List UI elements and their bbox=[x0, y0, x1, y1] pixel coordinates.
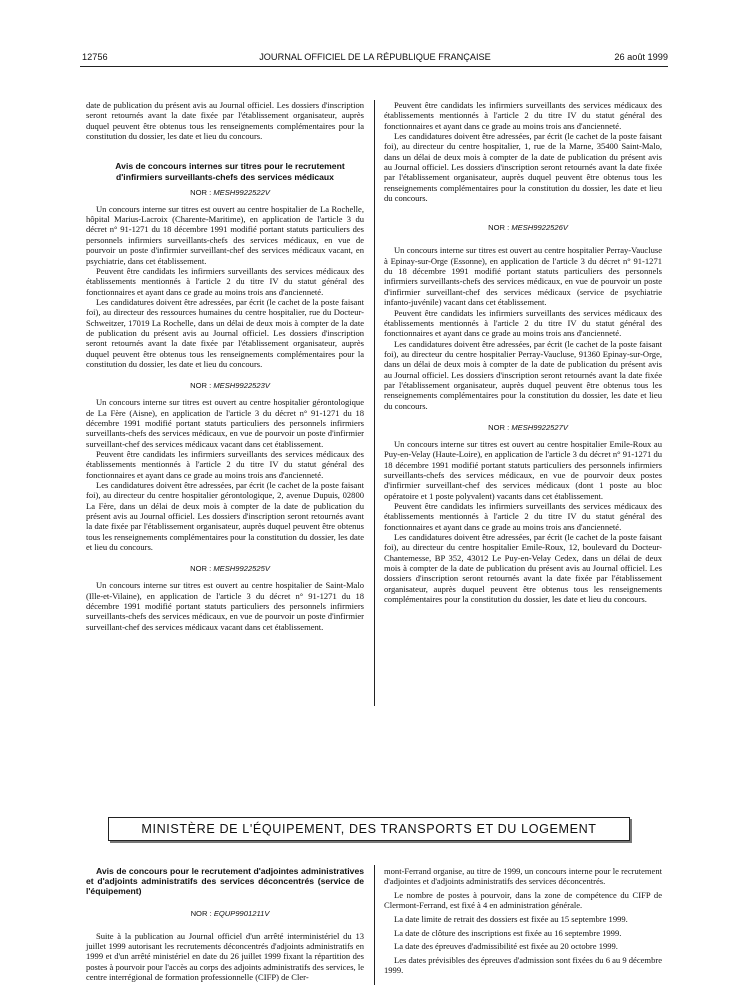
page-header bbox=[82, 52, 668, 66]
paragraph: Peuvent être candidats les infirmiers surveillants des services médicaux des établissements mentionnés à l'article 2 du titre IV du statut général des fonctionnaires et ayant dans ce grade au moins trois ans d'ancienneté. bbox=[384, 501, 662, 532]
bottom-left-column bbox=[86, 866, 364, 982]
paragraph: Peuvent être candidats les infirmiers surveillants des services médicaux des établissements mentionnés à l'article 2 du titre IV du statut général des fonctionnaires et ayant dans ce grade au moins trois ans d'ancienneté. bbox=[86, 449, 364, 480]
paragraph: Un concours interne sur titres est ouvert au centre hospitalier Perray-Vaucluse à Epinay-sur-Orge (Essonne), en application de l'article 3 du décret n° 91-1271 du 18 décembre 1991 modifié portant statuts particuliers des personnels infirmiers surveillants-chefs des services médicaux, en vue de pourvoir un poste d'infirmier surveillant-chef des services médicaux (service de psychiatrie infanto-juvénile) vacant dans cet établissement. bbox=[384, 245, 662, 308]
left-column bbox=[86, 100, 364, 632]
paragraph: Peuvent être candidats les infirmiers surveillants des services médicaux des établissements mentionnés à l'article 2 du titre IV du statut général des fonctionnaires et ayant dans ce grade au moins trois ans d'ancienneté. bbox=[384, 307, 662, 339]
nor-reference: NOR : EQUP9901211V bbox=[190, 908, 270, 918]
paragraph: Les candidatures doivent être adressées, par écrit (le cachet de la poste faisant foi), au directeur des ressources humaines du centre hospitalier, rue du Docteur-Schweitzer, 17019 La Rochelle, dans un délai de deux mois à compter de la date de publication du présent avis au Journal officiel. Les dossiers d'inscription seront retournés avant la date fixée par l'établissement organisateur, auprès duquel peuvent être obtenus tous les renseignements complémentaires pour la constitution du dossier, les date et lieu du concours. bbox=[86, 296, 364, 369]
column-divider bbox=[374, 865, 375, 985]
paragraph: Les candidatures doivent être adressées, par écrit (le cachet de la poste faisant foi), au directeur du centre hospitalier, 1, rue de la Marne, 35400 Saint-Malo, dans un délai de deux mois à compter de la date de publication du présent avis au Journal officiel. Les dossiers d'inscription seront retournés avant la date fixée par l'établissement organisateur, auprès duquel peuvent être obtenus tous les renseignements complémentaires pour la constitution du dossier, les date et lieu du concours. bbox=[384, 131, 662, 204]
intro-paragraph: date de publication du présent avis au Journal officiel. Les dossiers d'inscription seront retournés avant la date fixée par l'établissement organisateur, auprès duquel peuvent être obtenus tous les renseignements complémentaires pour la constitution du dossier, les date et lieu du concours. bbox=[86, 100, 364, 142]
paragraph: Peuvent être candidats les infirmiers surveillants des services médicaux des établissements mentionnés à l'article 2 du titre IV du statut général des fonctionnaires et ayant dans ce grade au moins trois ans d'ancienneté. bbox=[384, 100, 662, 131]
paragraph: Les dates prévisibles des épreuves d'admission sont fixées du 6 au 9 décembre 1999. bbox=[384, 954, 662, 976]
issue-date: 26 août 1999 bbox=[614, 52, 668, 62]
ministry-banner: MINISTÈRE DE L'ÉQUIPEMENT, DES TRANSPORTS ET DU LOGEMENT bbox=[108, 817, 630, 841]
section-title: Avis de concours pour le recrutement d'adjointes administratives et d'adjoints administratifs des services déconcentrés (service de l'équipement) bbox=[86, 866, 364, 897]
paragraph: Un concours interne sur titres est ouvert au centre hospitalier de Saint-Malo (Ille-et-Vilaine), en application de l'article 3 du décret n° 91-1271 du 18 décembre 1991 modifié portant statuts particuliers des personnels infirmiers surveillants-chefs des services médicaux, en vue de pourvoir un poste d'infirmier surveillant-chef des services médicaux vacant dans cet établissement. bbox=[86, 580, 364, 632]
paragraph: La date de clôture des inscriptions est fixée au 16 septembre 1999. bbox=[394, 927, 622, 938]
nor-reference: NOR : MESH9922523V bbox=[190, 381, 270, 391]
paragraph: Les candidatures doivent être adressées, par écrit (le cachet de la poste faisant foi), au directeur du centre hospitalier Emile-Roux, 12, boulevard du Docteur-Chantemesse, BP 352, 43012 Le Puy-en-Velay Cedex, dans un délai de deux mois à compter de la date de publication du présent avis au Journal officiel. Les dossiers d'inscription seront retournés avant la date fixée par l'établissement organisateur, auprès duquel peuvent être obtenus tous les renseignements complémentaires pour la constitution du dossier, les date et lieu du concours. bbox=[384, 532, 662, 605]
paragraph: Un concours interne sur titres est ouvert au centre hospitalier Emile-Roux au Puy-en-Velay (Haute-Loire), en application de l'article 3 du décret n° 91-1271 du 18 décembre 1991 modifié portant statuts particuliers des personnels infirmiers surveillants-chefs des services médicaux, en vue de pourvoir deux postes d'infirmier surveillant-chef des services médicaux (dont 1 poste au bloc opératoire et 1 poste polyvalent) vacants dans cet établissement. bbox=[384, 438, 662, 501]
paragraph: Peuvent être candidats les infirmiers surveillants des services médicaux des établissements mentionnés à l'article 2 du titre IV du statut général des fonctionnaires et ayant dans ce grade au moins trois ans d'ancienneté. bbox=[86, 265, 364, 297]
column-divider bbox=[374, 100, 375, 706]
nor-reference: NOR : MESH9922527V bbox=[488, 422, 568, 432]
journal-title: JOURNAL OFFICIEL DE LA RÉPUBLIQUE FRANÇAISE bbox=[259, 52, 491, 62]
avis-title: Avis de concours internes sur titres pour le recrutement d'infirmiers surveillants-chefs des services médicaux bbox=[115, 161, 345, 182]
nor-reference: NOR : MESH9922526V bbox=[488, 223, 568, 233]
paragraph: Un concours interne sur titres est ouvert au centre hospitalier gérontologique de La Fère (Aisne), en application de l'article 3 du décret n° 91-1271 du 18 décembre 1991 modifié portant statuts particuliers des personnels infirmiers surveillants-chefs des services médicaux, en vue de pourvoir un poste d'infirmier surveillant-chef des services médicaux vacant dans cet établissement. bbox=[86, 397, 364, 449]
paragraph: Suite à la publication au Journal officiel d'un arrêté interministériel du 13 juillet 1999 autorisant les recrutements déconcentrés d'adjoints administratifs en 1999 et d'un arrêté ministériel en date du 26 juillet 1999 fixant la répartition des postes à pourvoir pour l'accès au corps des adjoints administratifs des services, le centre interrégional de formation professionnelle (CIFP) de Cler- bbox=[86, 930, 364, 982]
paragraph: mont-Ferrand organise, au titre de 1999, un concours interne pour le recrutement d'adjointes et d'adjoints administratifs des services déconcentrés. bbox=[384, 866, 662, 887]
header-rule bbox=[80, 66, 668, 67]
paragraph: La date limite de retrait des dossiers est fixée au 15 septembre 1999. bbox=[394, 913, 628, 924]
paragraph: Les candidatures doivent être adressées, par écrit (le cachet de la poste faisant foi), au directeur du centre hospitalier gérontologique, 2, avenue Dupuis, 02800 La Fère, dans un délai de deux mois à compter de la date de publication du présent avis au Journal officiel. Les dossiers d'inscription seront retournés avant la date fixée par l'établissement organisateur, auprès duquel peuvent être obtenus tous les renseignements complémentaires pour la constitution du dossier, les date et lieu du concours. bbox=[86, 480, 364, 553]
bottom-right-column bbox=[384, 866, 662, 976]
paragraph: La date des épreuves d'admissibilité est fixée au 20 octobre 1999. bbox=[394, 941, 618, 952]
paragraph: Un concours interne sur titres est ouvert au centre hospitalier de La Rochelle, hôpital Marius-Lacroix (Charente-Maritime), en application de l'article 3 du décret n° 91-1271 du 18 décembre 1991 modifié portant statuts particuliers des personnels infirmiers surveillants-chefs des services médicaux, en vue de pourvoir un poste d'infirmier surveillant-chef des services médicaux vacant, en psychiatrie, dans cet établissement. bbox=[86, 203, 364, 266]
page-number: 12756 bbox=[82, 52, 108, 62]
nor-reference: NOR : MESH9922525V bbox=[190, 564, 270, 574]
right-column bbox=[384, 100, 662, 604]
paragraph: Le nombre de postes à pourvoir, dans la zone de compétence du CIFP de Clermont-Ferrand, est fixé à 4 en administration générale. bbox=[384, 889, 662, 911]
nor-reference: NOR : MESH9922522V bbox=[190, 187, 270, 197]
paragraph: Les candidatures doivent être adressées, par écrit (le cachet de la poste faisant foi), au directeur du centre hospitalier Perray-Vaucluse, 91360 Epinay-sur-Orge, dans un délai de deux mois à compter de la date de publication du présent avis au Journal officiel. Les dossiers d'inscription seront retournés avant la date fixée par l'établissement organisateur, auprès duquel peuvent être obtenus tous les renseignements complémentaires pour la constitution du dossier, les date et lieu du concours. bbox=[384, 338, 662, 411]
